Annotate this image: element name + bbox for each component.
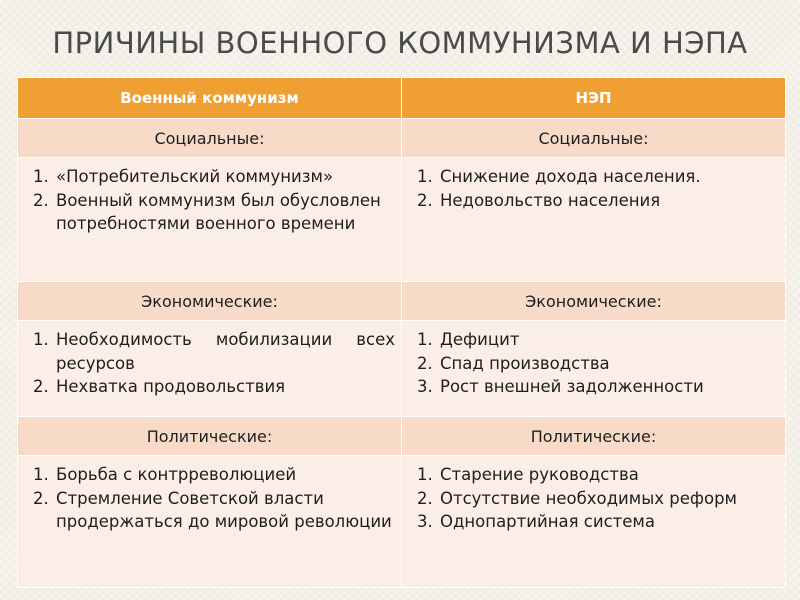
political-left-cell — [18, 456, 402, 588]
economic-left-list — [18, 321, 401, 405]
category-social-right: Социальные: — [402, 119, 786, 158]
items-row-political — [18, 456, 786, 588]
comparison-table — [17, 77, 785, 588]
list-item: 2. Стремление Советской власти продержаться до мировой революции — [54, 487, 395, 534]
social-left-cell — [18, 158, 402, 282]
economic-right-cell — [402, 321, 786, 417]
political-right-list — [402, 456, 785, 540]
social-right-cell — [402, 158, 786, 282]
economic-left-cell — [18, 321, 402, 417]
table-header-row — [18, 78, 786, 119]
list-item: 1. Борьба с контрреволюцией — [54, 463, 395, 487]
list-item: 2. Отсутствие необходимых реформ — [438, 487, 779, 511]
category-political-right: Политические: — [402, 417, 786, 456]
list-item: 1. «Потребительский коммунизм» — [54, 165, 395, 189]
list-item: 1. Старение руководства — [438, 463, 779, 487]
category-row-political — [18, 417, 786, 456]
list-item: 2. Спад производства — [438, 352, 779, 376]
social-right-list — [402, 158, 785, 218]
list-item: 2. Военный коммунизм был обусловлен потребностями военного времени — [54, 189, 395, 236]
list-item: 1. Необходимость мобилизации всех ресурсов — [54, 328, 395, 375]
slide-title: ПРИЧИНЫ ВОЕННОГО КОММУНИЗМА И НЭПА — [52, 26, 748, 60]
political-left-list — [18, 456, 401, 540]
items-row-economic — [18, 321, 786, 417]
category-row-social — [18, 119, 786, 158]
items-row-social — [18, 158, 786, 282]
category-social-left: Социальные: — [18, 119, 402, 158]
category-political-left: Политические: — [18, 417, 402, 456]
political-right-cell — [402, 456, 786, 588]
header-nep: НЭП — [402, 78, 786, 119]
list-item: 3. Рост внешней задолженности — [438, 375, 779, 399]
economic-right-list — [402, 321, 785, 405]
list-item: 1. Снижение дохода населения. — [438, 165, 779, 189]
header-war-communism: Военный коммунизм — [18, 78, 402, 119]
category-row-economic — [18, 282, 786, 321]
list-item: 2. Нехватка продовольствия — [54, 375, 395, 399]
category-economic-left: Экономические: — [18, 282, 402, 321]
social-left-list — [18, 158, 401, 242]
list-item: 2. Недовольство населения — [438, 189, 779, 213]
category-economic-right: Экономические: — [402, 282, 786, 321]
list-item: 1. Дефицит — [438, 328, 779, 352]
list-item: 3. Однопартийная система — [438, 510, 779, 534]
